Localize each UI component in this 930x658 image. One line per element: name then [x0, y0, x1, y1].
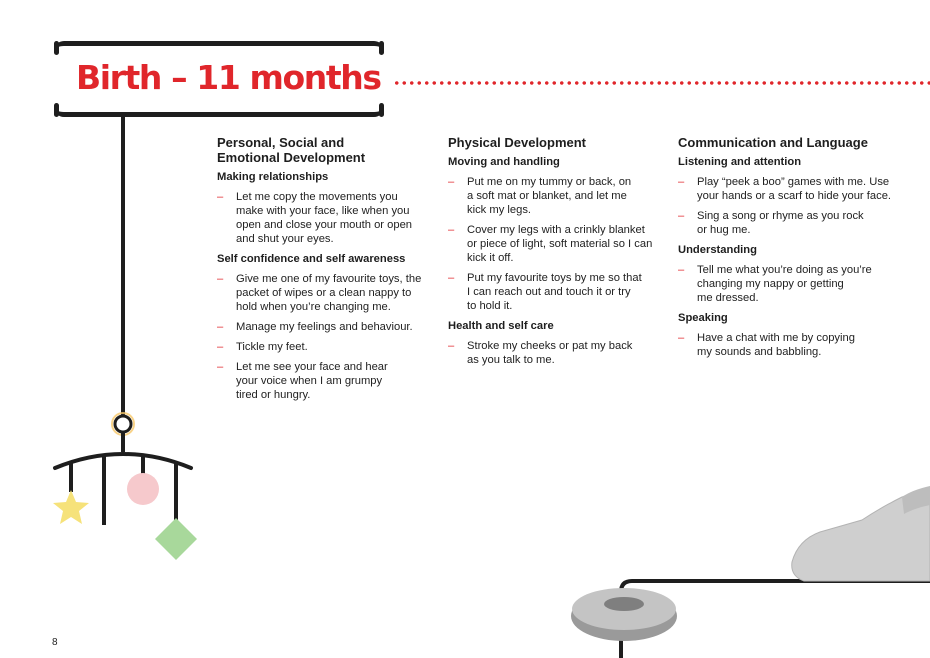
- dash-bullet-icon: –: [217, 361, 224, 373]
- dash-bullet-icon: –: [678, 332, 685, 344]
- dash-bullet-icon: –: [217, 321, 224, 333]
- list-item: – Put my favourite toys by me so that I can reach out and touch it or try to hold it.: [448, 272, 642, 312]
- dash-bullet-icon: –: [217, 191, 224, 203]
- subheading: Understanding: [678, 244, 757, 256]
- list-item: – Manage my feelings and behaviour.: [217, 321, 413, 333]
- list-item: – Tickle my feet.: [217, 341, 308, 353]
- column-heading: Personal, Social and Emotional Development: [217, 135, 366, 165]
- dash-bullet-icon: –: [678, 176, 685, 188]
- page-number: 8: [52, 637, 58, 648]
- ring-toy-hole: [604, 597, 644, 611]
- list-item: – Stroke my cheeks or pat my back as you talk to me.: [448, 340, 633, 366]
- subheading: Speaking: [678, 312, 728, 324]
- dash-bullet-icon: –: [448, 176, 455, 188]
- list-item: – Let me see your face and hear your voice when I am grumpy tired or hungry.: [217, 361, 388, 401]
- list-item: – Sing a song or rhyme as you rock or hug me.: [678, 210, 864, 236]
- dash-bullet-icon: –: [448, 272, 455, 284]
- dash-bullet-icon: –: [217, 273, 224, 285]
- column-heading: Physical Development: [448, 135, 586, 150]
- dash-bullet-icon: –: [678, 210, 685, 222]
- dash-bullet-icon: –: [448, 340, 455, 352]
- list-item: – Play “peek a boo” games with me. Use your hands or a scarf to hide your face.: [678, 176, 892, 202]
- list-item: – Cover my legs with a crinkly blanket or piece of light, soft material so I can kick it off.: [448, 224, 653, 264]
- dash-bullet-icon: –: [448, 224, 455, 236]
- list-item: – Put me on my tummy or back, on a soft mat or blanket, and let me kick my legs.: [448, 176, 632, 216]
- subheading: Making relationships: [217, 171, 329, 183]
- page-title: Birth – 11 months: [76, 58, 381, 97]
- column-heading: Communication and Language: [678, 135, 868, 150]
- list-item: – Give me one of my favourite toys, the packet of wipes or a clean nappy to hold when you’re changing me.: [217, 273, 422, 313]
- dash-bullet-icon: –: [678, 264, 685, 276]
- subheading: Health and self care: [448, 320, 554, 332]
- subheading: Self confidence and self awareness: [217, 253, 406, 265]
- subheading: Listening and attention: [678, 156, 802, 168]
- dash-bullet-icon: –: [217, 341, 224, 353]
- list-item: – Tell me what you’re doing as you’re changing my nappy or getting me dressed.: [678, 264, 872, 304]
- list-item: – Let me copy the movements you make with your face, like when you open and close your mouth or open and shut your eyes.: [217, 191, 413, 245]
- list-item: – Have a chat with me by copying my sounds and babbling.: [678, 332, 855, 358]
- subheading: Moving and handling: [448, 156, 560, 168]
